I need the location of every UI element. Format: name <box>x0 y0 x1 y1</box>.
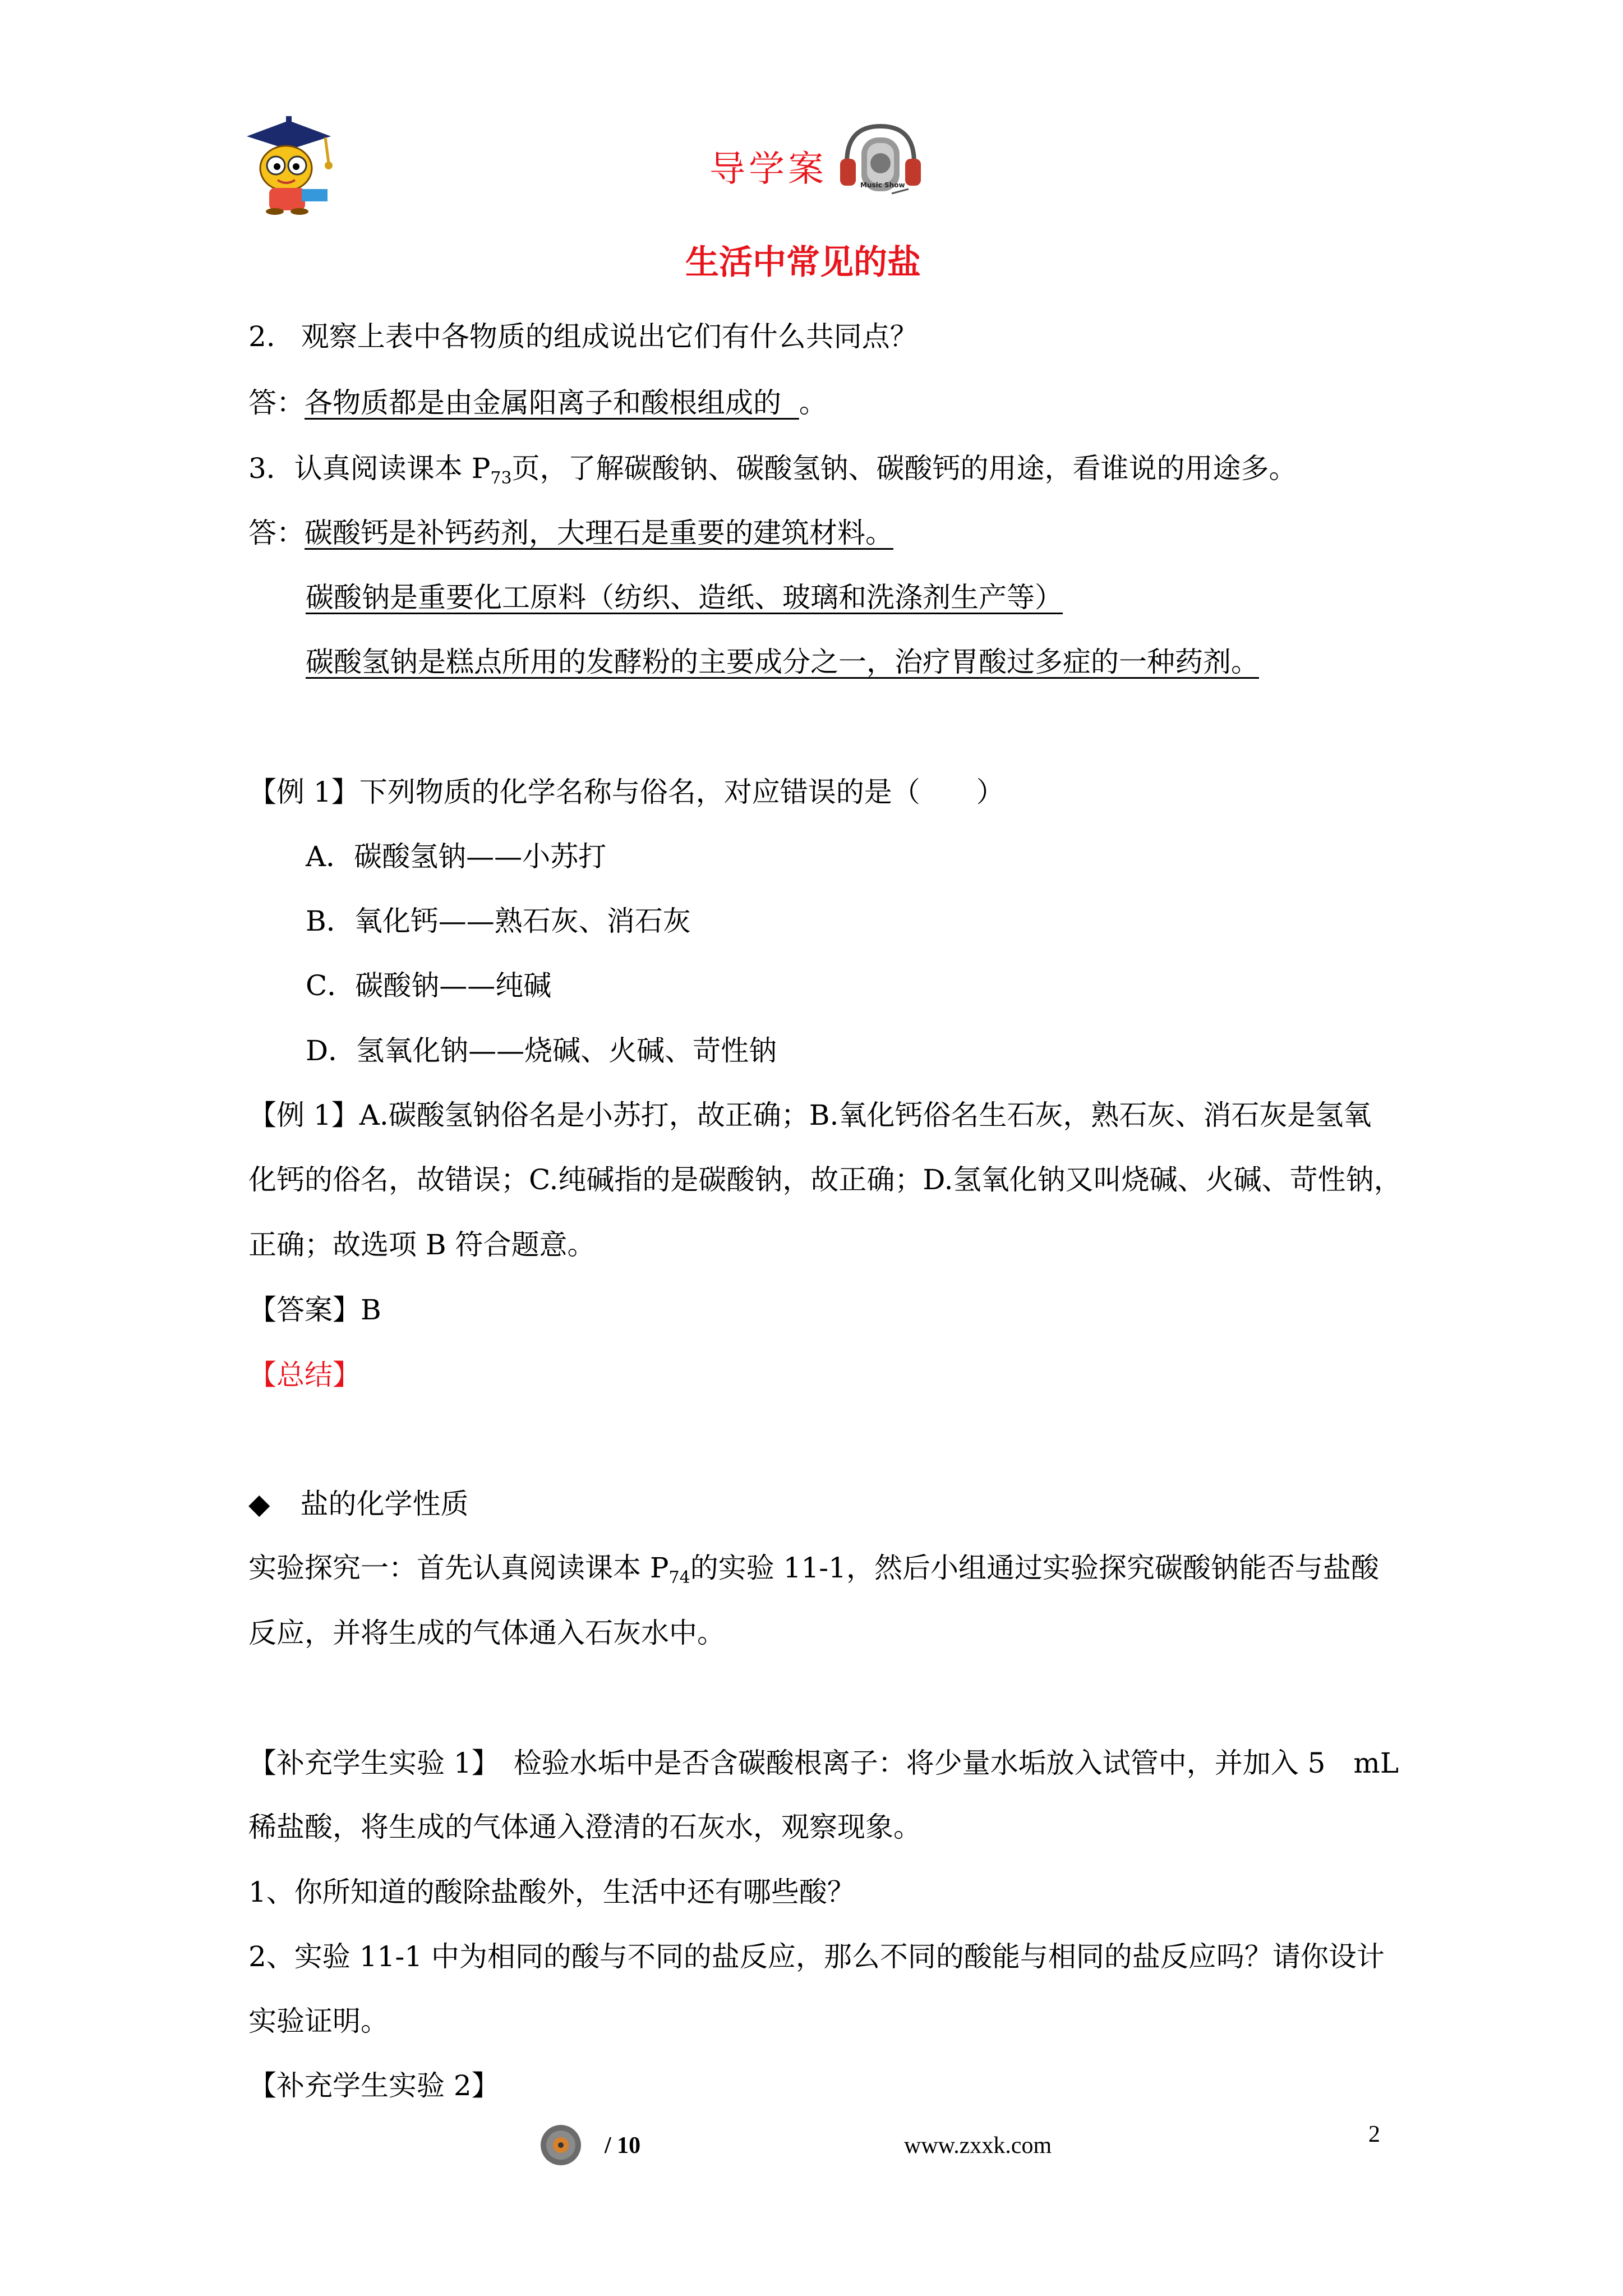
option-b: B．氧化钙——熟石灰、消石灰 <box>306 905 691 937</box>
analysis-line-2: 化钙的俗名，故错误；C.纯碱指的是碳酸钠，故正确；D.氢氧化钠又叫烧碱、火碱、苛性钠， <box>248 1163 1402 1196</box>
answer-3-line-1 <box>248 513 893 553</box>
question-2-text: 观察上表中各物质的组成说出它们有什么共同点？ <box>301 320 918 353</box>
option-c: C．碳酸钠——纯碱 <box>306 969 552 1002</box>
answer-3-line-2: 碳酸钠是重要化工原料（纺织、造纸、玻璃和洗涤剂生产等） <box>306 581 1063 614</box>
answer-2-text <box>305 386 799 419</box>
page-number: 2 <box>1368 2122 1380 2147</box>
answer-label: 【答案】B <box>248 1294 381 1326</box>
answer-2-end: 。 <box>799 386 827 419</box>
answer-2-body: 各物质都是由金属阳离子和酸根组成的 <box>305 386 781 419</box>
answer-prefix: 答： <box>248 386 305 419</box>
supplement-1-line-1: 【补充学生实验 1】 检验水垢中是否含碳酸根离子：将少量水垢放入试管中，并加入 5 mL <box>248 1747 1399 1779</box>
footer-page-total: / 10 <box>605 2133 641 2159</box>
page-title: 生活中常见的盐 <box>685 243 921 282</box>
answer-3-item: 碳酸钙是补钙药剂，大理石是重要的建筑材料。 <box>305 517 893 549</box>
question-2-number: 2. <box>248 320 275 353</box>
music-badge-icon <box>836 115 925 205</box>
bullet-icon: ◆ <box>248 1488 270 1520</box>
question-3-text-a: 3．认真阅读课本 P <box>248 452 491 485</box>
example-1-question: 【例 1】下列物质的化学名称与俗名，对应错误的是（ ） <box>248 776 1004 808</box>
experiment-1-text-b: 的实验 11-1，然后小组通过实验探究碳酸钠能否与盐酸 <box>690 1552 1379 1584</box>
supplement-1-line-2: 稀盐酸，将生成的气体通入澄清的石灰水，观察现象。 <box>248 1811 921 1843</box>
footer-disc-icon <box>540 2124 582 2166</box>
footer-website: www.zxxk.com <box>904 2133 1052 2159</box>
page-heading: 导学案 <box>709 149 827 190</box>
question-acids: 1、你所知道的酸除盐酸外，生活中还有哪些酸？ <box>248 1876 855 1908</box>
question-3-page-sub: 73 <box>490 468 512 488</box>
question-design-line-2: 实验证明。 <box>248 2005 389 2037</box>
experiment-1-line-1 <box>248 1548 1379 1588</box>
music-badge-text: Music Show <box>860 181 905 189</box>
option-d: D．氢氧化钠——烧碱、火碱、苛性钠 <box>306 1034 777 1067</box>
experiment-1-page-sub: 74 <box>668 1568 690 1588</box>
experiment-1-line-2: 反应，并将生成的气体通入石灰水中。 <box>248 1617 725 1649</box>
analysis-line-3: 正确；故选项 B 符合题意。 <box>248 1228 596 1261</box>
option-a: A．碳酸氢钠——小苏打 <box>306 840 607 873</box>
section-heading <box>248 1484 468 1524</box>
question-2 <box>248 317 918 356</box>
mascot-logo <box>241 115 336 216</box>
answer-2 <box>248 383 827 422</box>
question-3-text-b: 页，了解碳酸钠、碳酸氢钠、碳酸钙的用途，看谁说的用途多。 <box>511 452 1297 485</box>
supplement-2-label: 【补充学生实验 2】 <box>248 2069 500 2102</box>
question-3 <box>248 449 1297 488</box>
summary-label: 【总结】 <box>248 1359 361 1391</box>
section-title: 盐的化学性质 <box>300 1488 469 1520</box>
experiment-1-text-a: 实验探究一：首先认真阅读课本 P <box>248 1552 669 1584</box>
answer-prefix: 答： <box>248 517 305 549</box>
question-design-line-1: 2、实验 11-1 中为相同的酸与不同的盐反应，那么不同的酸能与相同的盐反应吗？请你设计 <box>248 1940 1385 1973</box>
analysis-line-1: 【例 1】A.碳酸氢钠俗名是小苏打，故正确；B.氧化钙俗名生石灰，熟石灰、消石灰是氢氧 <box>248 1099 1372 1131</box>
answer-3-line-3: 碳酸氢钠是糕点所用的发酵粉的主要成分之一，治疗胃酸过多症的一种药剂。 <box>306 646 1259 678</box>
